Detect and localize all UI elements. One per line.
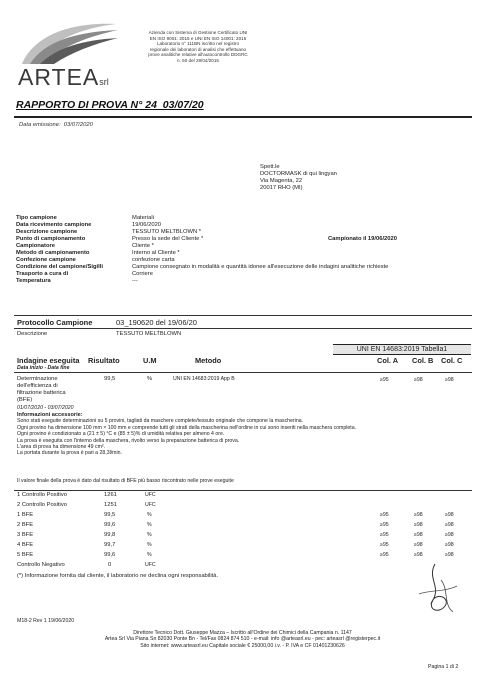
detail-um: UFC — [145, 492, 156, 498]
header-indagine: Indagine eseguita — [17, 356, 80, 365]
detail-value: 99,6 — [104, 522, 116, 528]
certification-block — [137, 30, 259, 64]
footnote: (*) Informazione fornita dal cliente, il laboratorio ne declina ogni responsabilità. — [17, 573, 219, 579]
main-result-col-b: ≥98 — [414, 377, 423, 383]
sample-value: Campione consegnato in modalità e quantità idonee all'esecuzione delle indagini analitiche richieste — [132, 264, 389, 270]
sample-row — [16, 215, 476, 222]
sample-value: Materiali — [132, 215, 154, 221]
detail-value: 1251 — [104, 502, 117, 508]
protocol-desc-value: TESSUTO MELTBLOWN — [116, 331, 182, 337]
detail-row — [0, 542, 485, 550]
sample-label: Tipo campione — [16, 215, 57, 221]
sample-row — [16, 271, 476, 278]
logo-text: ARTEA — [18, 64, 100, 90]
info-line: Ogni provino è condizionato a (21 ± 5) °C e (85 ± 5)% di umidità relativa per almeno 4 ore. — [17, 431, 225, 438]
detail-row — [0, 492, 485, 500]
sample-value: Corriere — [132, 271, 153, 277]
results-header — [0, 356, 485, 376]
sample-row — [16, 243, 476, 250]
detail-name: 3 BFE — [17, 532, 34, 538]
cert-line: n. 50 del 29/04/2015 — [177, 57, 219, 63]
detail-um: % — [147, 532, 152, 538]
sample-row — [16, 236, 476, 243]
info-line: La portata durante la prova è pari a 28,3l/min. — [17, 450, 122, 457]
sample-table — [16, 215, 476, 285]
recipient-salutation: Spett.le — [260, 164, 280, 170]
main-result-col-a: ≥95 — [380, 377, 389, 383]
detail-col-b: ≥98 — [414, 522, 423, 528]
detail-um: % — [147, 512, 152, 518]
sample-label: Condizione del campione/Sigilli — [16, 264, 103, 270]
detail-um: % — [147, 542, 152, 548]
info-line: La prova è eseguita con l'interno della maschera, rivolto verso la preparazione batterica di prova. — [17, 437, 240, 444]
detail-col-c: ≥98 — [445, 522, 454, 528]
issue-date-row: Data emissione: 03/07/2020 — [19, 122, 93, 128]
sample-row — [16, 264, 476, 271]
header-um: U.M — [143, 356, 157, 365]
main-name-line: Determinazione — [17, 376, 58, 382]
footer-block — [0, 630, 485, 649]
protocol-value: 03_190620 del 19/06/20 — [116, 318, 197, 327]
recipient-street: Via Magenta, 22 — [260, 178, 303, 184]
detail-col-a: ≥95 — [380, 532, 389, 538]
bfe-note: Il valore finale della prova è dato dal risultato di BFE più basso riscontrato nelle prove eseguite — [17, 478, 234, 484]
sample-value: --- — [132, 278, 138, 284]
detail-row — [0, 512, 485, 520]
detail-row — [0, 532, 485, 540]
standard-box — [333, 344, 471, 355]
header-metodo: Metodo — [195, 356, 222, 365]
sample-info — [16, 215, 476, 285]
sample-label: Metodo di campionamento — [16, 250, 90, 256]
protocol-row — [17, 318, 92, 327]
sample-value-text: Presso la sede del Cliente * — [132, 236, 204, 242]
detail-value: 99,6 — [104, 552, 116, 558]
main-name-line: filtrazione batterica — [17, 390, 66, 396]
main-result-col-c: ≥98 — [445, 377, 454, 383]
detail-col-c: ≥98 — [445, 542, 454, 548]
detail-name: 4 BFE — [17, 542, 34, 548]
sample-label: Punto di campionamento — [16, 236, 86, 242]
main-result-value: 99,5 — [104, 376, 116, 382]
sample-label: Confezione campione — [16, 257, 76, 263]
sample-value: confezione carta — [132, 257, 175, 263]
detail-col-b: ≥98 — [414, 552, 423, 558]
header-risultato: Risultato — [88, 356, 120, 365]
sample-row — [16, 222, 476, 229]
results-header-rule — [14, 372, 472, 373]
header-col-c: Col. C — [441, 356, 463, 365]
detail-um: UFC — [145, 562, 156, 568]
detail-um: % — [147, 522, 152, 528]
header-date-range: Data inizio - Data fine — [17, 365, 70, 371]
protocol-rule — [14, 328, 472, 329]
detail-col-c: ≥98 — [445, 532, 454, 538]
cert-line: EN ISO 9001: 2015 e UNI EN ISO 14001: 2015 — [149, 35, 247, 41]
issue-label: Data emissione — [19, 122, 59, 128]
detail-col-a: ≥95 — [380, 542, 389, 548]
sample-row — [16, 278, 476, 285]
recipient-name: DOCTORMASK di qui lingyan — [260, 171, 337, 177]
main-result-dates: 01/07/2020 - 03/07/2020 — [17, 405, 74, 411]
cert-line: Azienda con Sistema di Gestione Certificato UNI — [148, 30, 248, 35]
sample-label: Data ricevimento campione — [16, 222, 92, 228]
detail-value: 1261 — [104, 492, 117, 498]
info-line: L'area di prova ha dimensione 49 cm². — [17, 444, 106, 451]
detail-um: UFC — [145, 502, 156, 508]
info-heading: Informazioni accessorie: — [17, 412, 83, 418]
main-result-um: % — [147, 376, 153, 382]
recipient-city: 20017 RHO (MI) — [260, 185, 303, 191]
cert-line: regionale dei laboratori di analisi che effettuano — [149, 46, 247, 52]
main-name-line: dell'efficienza di — [17, 383, 58, 389]
detail-value: 0 — [108, 562, 112, 568]
protocol-desc-label: Descrizione — [17, 331, 48, 337]
signature-stamp — [405, 560, 465, 620]
sample-row — [16, 229, 476, 236]
sample-row — [16, 250, 476, 257]
detail-col-a: ≥95 — [380, 522, 389, 528]
detail-um: % — [147, 552, 152, 558]
detail-name: Controllo Negativo — [17, 562, 65, 568]
title-rule — [14, 116, 472, 118]
detail-value: 99,7 — [104, 542, 116, 548]
report-title: RAPPORTO DI PROVA N° 24_03/07/20 — [16, 99, 204, 111]
sample-value: Cliente * — [132, 243, 154, 249]
info-block — [17, 412, 472, 457]
recipient-block — [260, 164, 337, 192]
standard-label: UNI EN 14683:2019 Tabella1 — [356, 346, 448, 353]
detail-col-b: ≥98 — [414, 542, 423, 548]
detail-col-a: ≥95 — [380, 512, 389, 518]
sample-value: Interno al Cliente * — [132, 250, 180, 256]
sample-row — [16, 257, 476, 264]
detail-col-c: ≥98 — [445, 512, 454, 518]
info-line: Ogni provino ha dimensione 100 mm × 100 mm e comprende tutti gli strati della mascherina nell'ordine in cui sono inseriti nella maschera completa. — [17, 424, 357, 431]
protocol-label: Protocollo Campione — [17, 318, 93, 327]
sample-value: 19/06/2020 — [132, 222, 162, 228]
detail-value: 99,5 — [104, 512, 116, 518]
detail-value: 99,8 — [104, 532, 116, 538]
main-result-method: UNI EN 14683:2019 App B — [173, 376, 235, 382]
header-col-a: Col. A — [377, 356, 399, 365]
detail-name: 2 Controllo Positivo — [17, 502, 67, 508]
sampled-on: Campionato il 19/06/2020 — [328, 236, 397, 242]
detail-row — [0, 522, 485, 530]
header-col-b: Col. B — [412, 356, 434, 365]
footer-line-1: Direttore Tecnico Dott. Giuseppe Mazza – Iscritto all'Ordine dei Chimici della Campania n. 1147 — [133, 630, 352, 636]
main-name-line: (BFE) — [17, 397, 33, 403]
detail-name: 2 BFE — [17, 522, 34, 528]
cert-line: prove analitiche relative all'autocontrollo DDGRC — [148, 52, 248, 58]
detail-name: 1 BFE — [17, 512, 34, 518]
footer-line-3: Sito internet: www.arteasrl.eu Capitale sociale € 25000,00 i.v. - P. IVA e CF 01401230626 — [140, 642, 345, 649]
sample-label: Campionatore — [16, 243, 55, 249]
artea-logo-swoosh — [14, 14, 124, 66]
detail-col-b: ≥98 — [414, 512, 423, 518]
detail-col-a: ≥95 — [380, 552, 389, 558]
protocol-rule-top — [14, 315, 472, 316]
sample-label: Trasporto a cura di — [16, 271, 69, 277]
artea-logo — [14, 14, 124, 94]
cert-line: Laboratorio n° 111BN iscritto nel registro — [156, 41, 240, 47]
detail-name: 5 BFE — [17, 552, 34, 558]
sample-label: Temperatura — [16, 278, 51, 284]
issue-date: 03/07/2020 — [63, 122, 93, 128]
sample-value — [132, 236, 476, 243]
logo-srl: srl — [99, 77, 109, 87]
detail-row — [0, 552, 485, 560]
main-result-name — [17, 376, 66, 404]
info-line: Sono stati eseguite determinazioni su 5 provini, tagliati da maschere complete/tessuto originale che compone la mascherina. — [17, 418, 304, 425]
sample-label: Descrizione campione — [16, 229, 78, 235]
detail-col-c: ≥98 — [445, 552, 454, 558]
detail-rule — [14, 490, 472, 491]
detail-row — [0, 502, 485, 510]
footer-line-2: Artea Srl Via Piana Sn 82030 Ponte Bn - Tel/Fax 0824 874 510 - e-mail: info @arteasrl.eu - pec: arteasrl @registerpec.it — [104, 636, 381, 643]
sample-value: TESSUTO MELTBLOWN * — [132, 229, 202, 235]
page-number: Pagina 1 di 2 — [428, 664, 459, 670]
detail-col-b: ≥98 — [414, 532, 423, 538]
detail-name: 1 Controllo Positivo — [17, 492, 67, 498]
doc-code: M18-2 Rev 1 19/06/2020 — [17, 618, 75, 624]
